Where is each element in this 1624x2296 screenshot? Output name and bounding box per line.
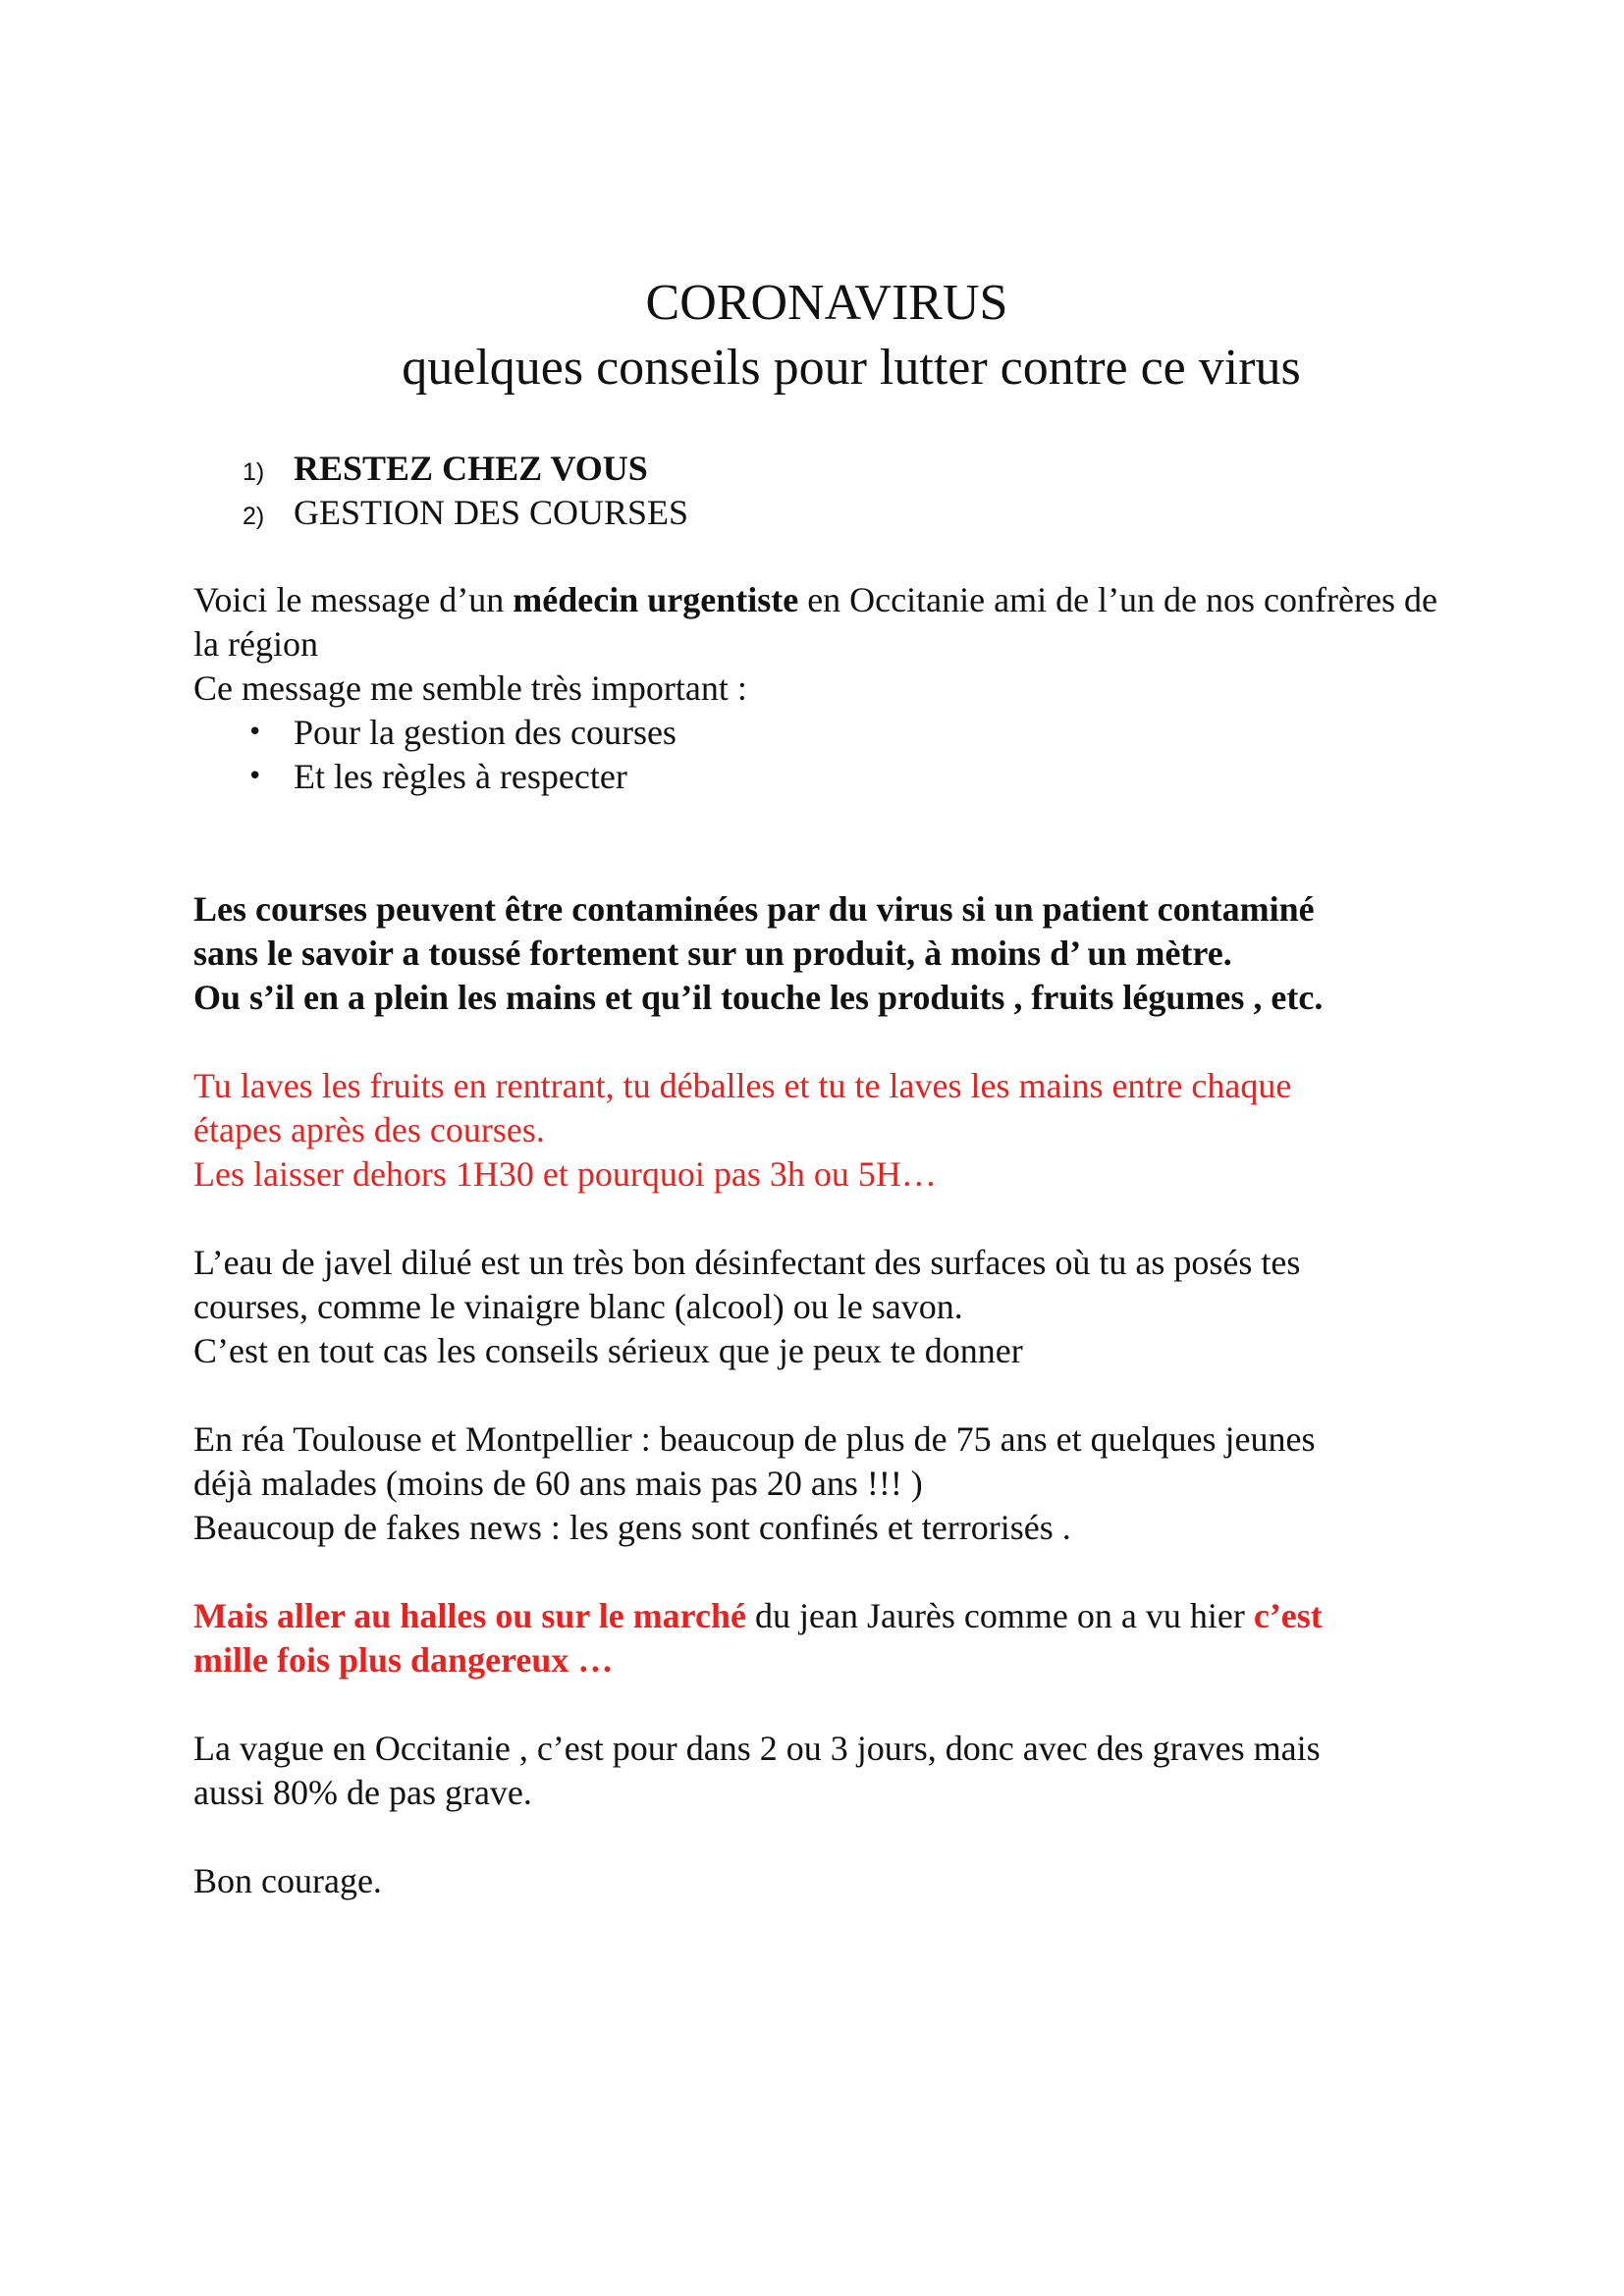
washing-paragraph [193,1064,1470,1197]
paragraph-line: C’est en tout cas les conseils sérieux que je peux te donner [193,1331,1023,1370]
title-line-2: quelques conseils pour lutter contre ce virus [402,340,1301,396]
contamination-paragraph [193,887,1470,1020]
intro-text-end: en Occitanie ami de l’un de nos confrères de la région [193,580,1437,664]
vague-paragraph [193,1727,1470,1815]
bullet-text: Et les règles à respecter [294,757,627,796]
paragraph-line: aussi 80% de pas grave. [193,1773,532,1812]
item-number: 1) [243,458,265,486]
item-text: GESTION DES COURSES [294,493,689,532]
paragraph-line: sans le savoir a toussé fortement sur un produit, à moins d’ un mètre. [193,934,1232,973]
item-number: 2) [243,503,265,530]
closing-text: Bon courage. [193,1861,382,1900]
halles-paragraph [193,1594,1470,1682]
numbered-list [193,447,1470,535]
paragraph-line: courses, comme le vinaigre blanc (alcool) ou le savon. [193,1287,963,1326]
intro-text-start: Voici le message d’un [193,580,514,619]
bullet-text: Pour la gestion des courses [294,713,677,752]
bullet-list [193,711,1470,799]
document-body [193,447,1470,1903]
paragraph-line: déjà malades (moins de 60 ans mais pas 20 ans !!! ) [193,1464,923,1503]
title-line-1: CORONAVIRUS [645,275,1008,331]
bullet-item [193,755,1470,799]
item-text: RESTEZ CHEZ VOUS [294,449,648,488]
bullet-icon: • [247,762,263,791]
paragraph-line: Les courses peuvent être contaminées par du virus si un patient contaminé [193,889,1315,929]
javel-paragraph [193,1241,1470,1373]
numbered-item-shopping [193,491,1470,535]
paragraph-line: étapes après des courses. [193,1110,545,1149]
paragraph-line: Tu laves les fruits en rentrant, tu déballes et tu te laves les mains entre chaque [193,1066,1292,1105]
paragraph-line: L’eau de javel dilué est un très bon désinfectant des surfaces où tu as posés tes [193,1243,1301,1282]
intro-paragraph [193,578,1470,711]
bullet-item [193,711,1470,755]
paragraph-line: Ou s’il en a plein les mains et qu’il touche les produits , fruits légumes , etc. [193,978,1324,1017]
intro-line-2: Ce message me semble très important : [193,668,747,708]
warning-text: c’est [1253,1596,1323,1635]
rea-paragraph [193,1417,1470,1550]
paragraph-line: En réa Toulouse et Montpellier : beaucoup de plus de 75 ans et quelques jeunes [193,1419,1316,1459]
paragraph-line: Les laisser dehors 1H30 et pourquoi pas 3h ou 5H… [193,1154,937,1194]
paragraph-line: La vague en Occitanie , c’est pour dans 2 ou 3 jours, donc avec des graves mais [193,1729,1321,1768]
closing-line [193,1859,1470,1903]
paragraph-text: du jean Jaurès comme on a vu hier [746,1596,1254,1635]
document-title [0,261,1624,410]
bullet-icon: • [247,718,263,747]
intro-emphasis: médecin urgentiste [513,580,799,619]
numbered-item-stay-home [193,447,1470,491]
paragraph-line: Beaucoup de fakes news : les gens sont confinés et terrorisés . [193,1508,1071,1547]
warning-text: mille fois plus dangereux … [193,1640,614,1680]
warning-text: Mais aller au halles ou sur le marché [193,1596,746,1635]
